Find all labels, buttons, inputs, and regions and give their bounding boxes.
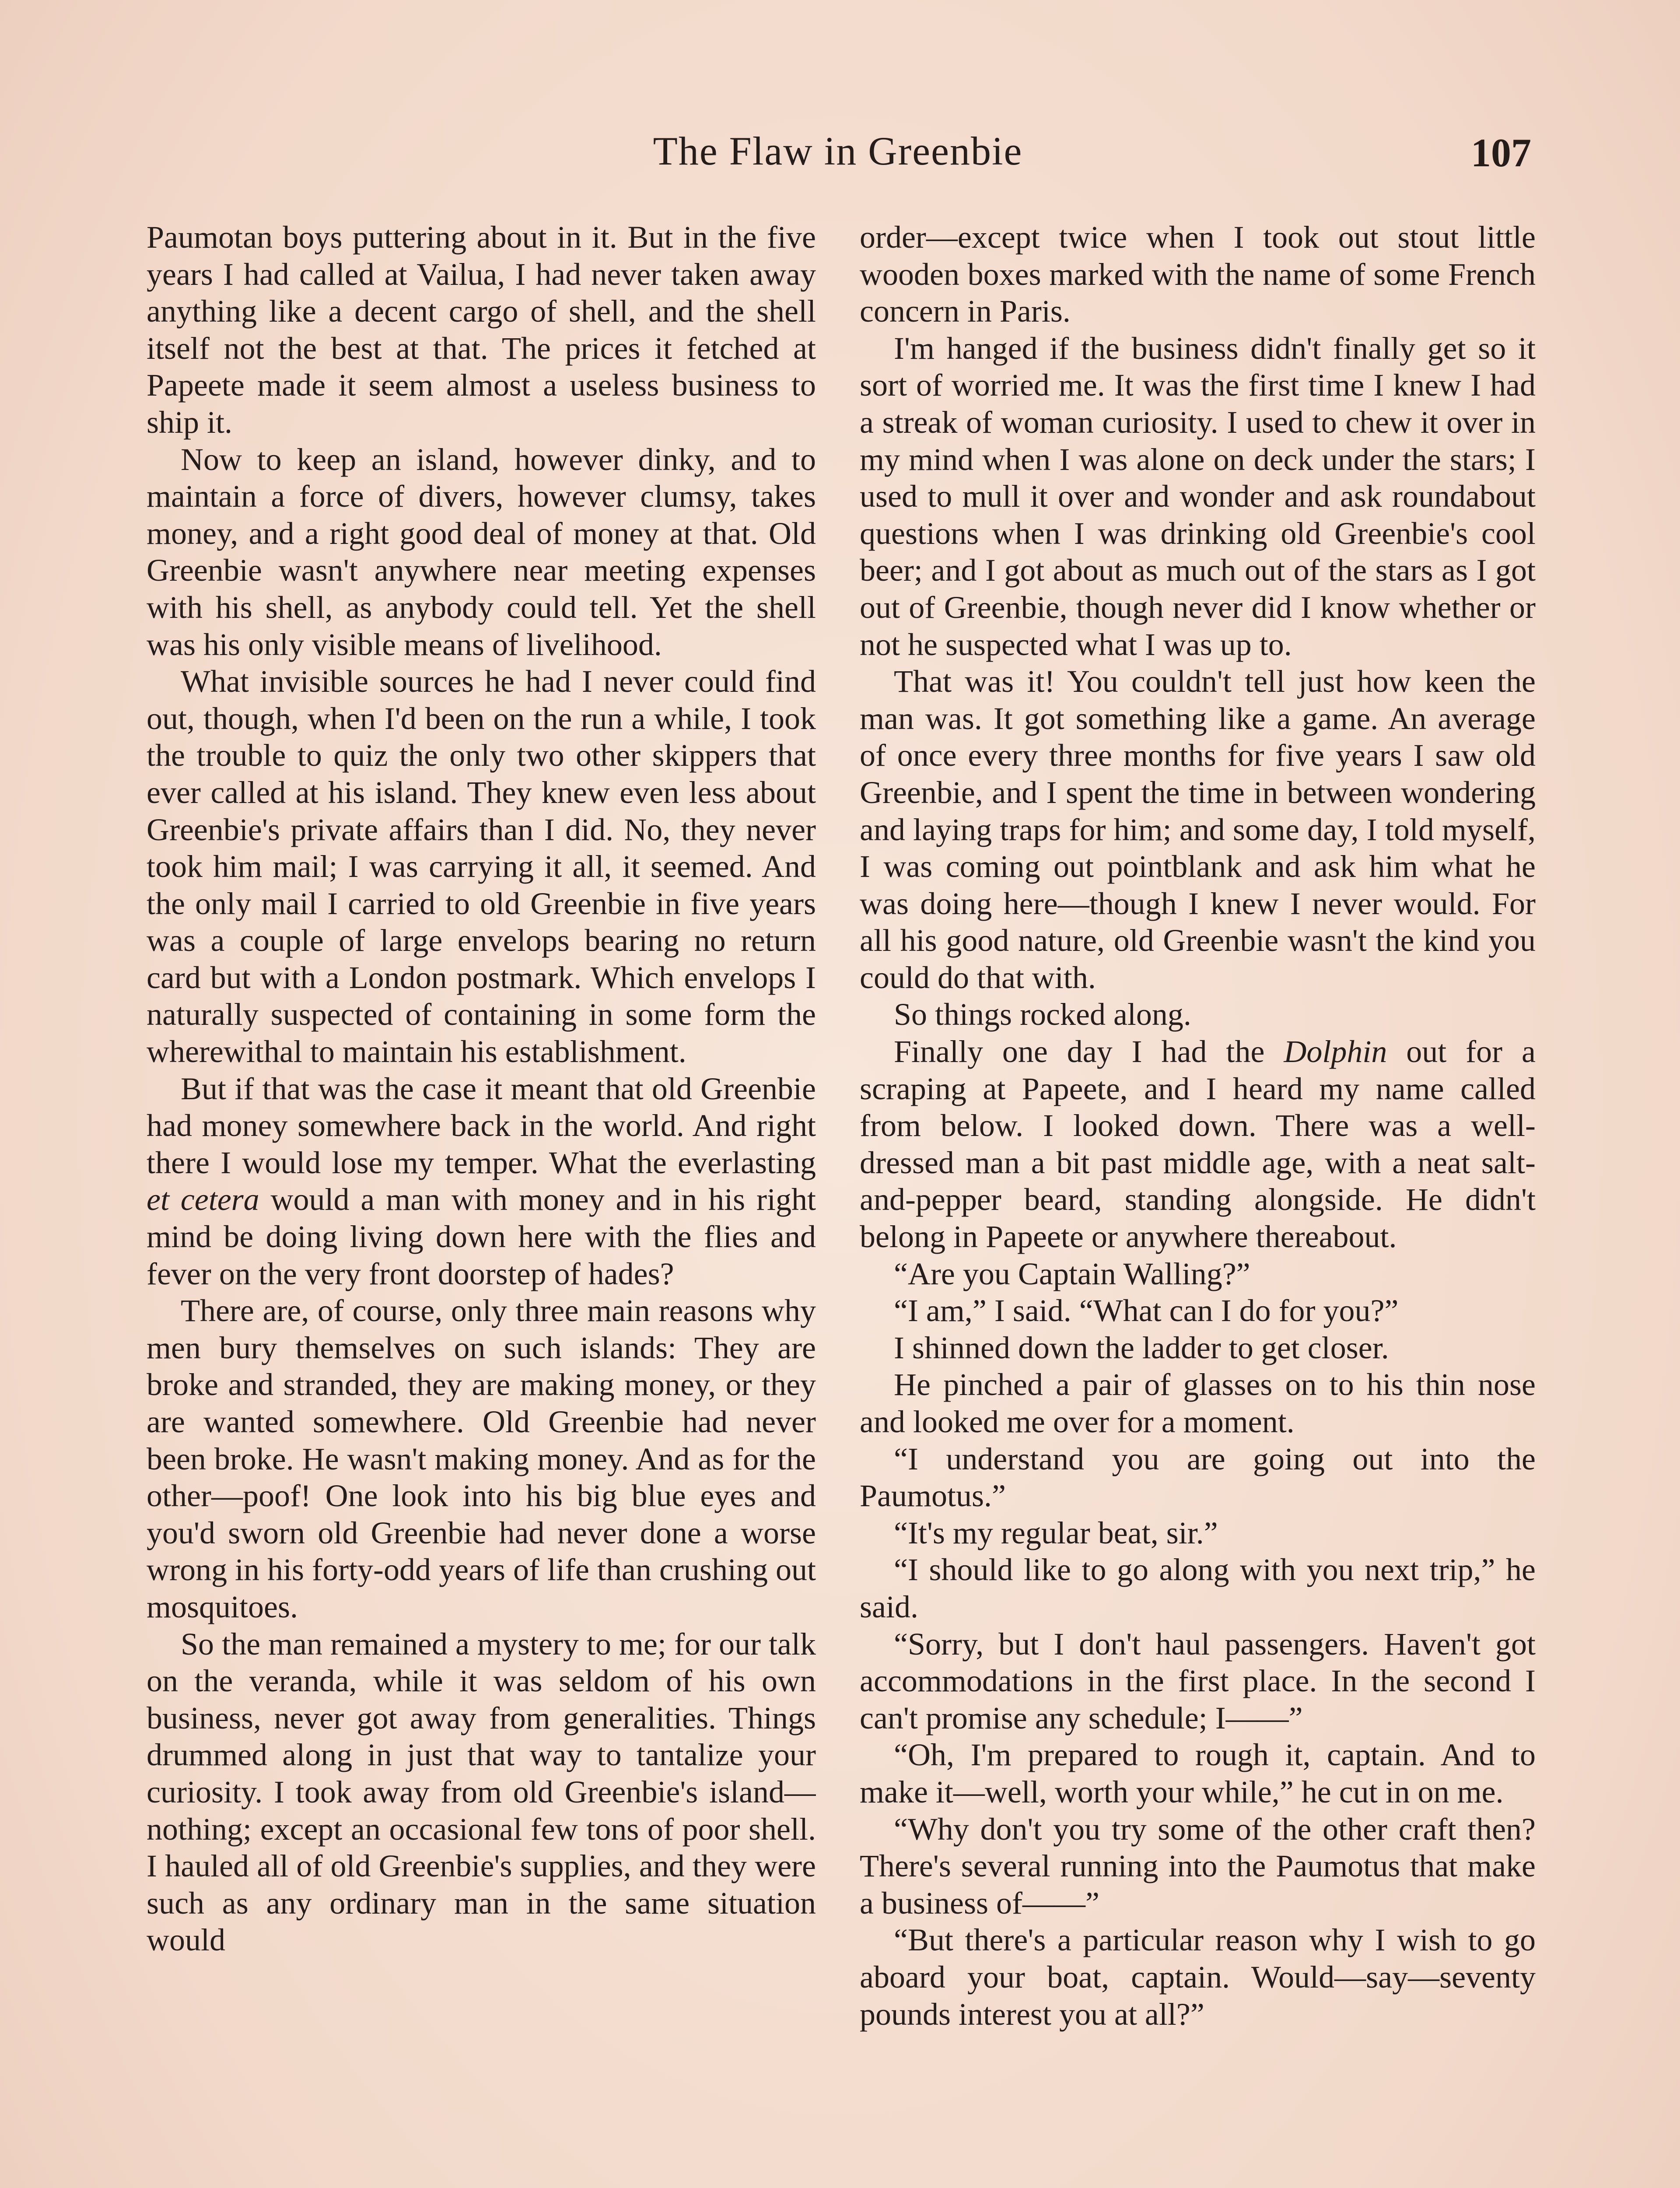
paragraph: So things rocked along. — [894, 997, 1191, 1032]
paragraph: “Why don't you try some of the other craft then? There's several running into the Paumotus that make a business of——” — [860, 1811, 1536, 1921]
paragraph: “I am,” I said. “What can I do for you?” — [894, 1293, 1399, 1329]
paragraph — [860, 1033, 1536, 1255]
paragraph: “But there's a particular reason why I wish to go aboard your boat, captain. Would—say—seventy pounds interest you at all?” — [860, 1922, 1536, 2032]
paragraph: I shinned down the ladder to get closer. — [894, 1330, 1389, 1365]
paragraph: I'm hanged if the business didn't finally get so it sort of worried me. It was the first time I knew I had a streak of woman curiosity. I used to chew it over in my mind when I was alone on deck under the stars; I used to mull it over and wonder and ask roundabout questions when I was drinking old Greenbie's cool beer; and I got about as much out of the stars as I got out of Greenbie, though never did I know whether or not he suspected what I was up to. — [860, 330, 1536, 662]
paragraph — [147, 1070, 816, 1293]
paragraph-text: would a man with money and in his right mind be doing living down here with the flies and fever on the very front doorstep of hades? — [147, 1182, 816, 1291]
paragraph: What invisible sources he had I never could find out, though, when I'd been on the run a while, I took the trouble to quiz the only two other skippers that ever called at his island. They knew even less about Greenbie's private affairs than I did. No, they never took him mail; I was carrying it all, it seemed. And the only mail I carried to old Greenbie in five years was a couple of large envelops bearing no return card but with a London postmark. Which envelops I naturally suspected of containing in some form the wherewithal to maintain his establishment. — [147, 664, 816, 1069]
paragraph: order—except twice when I took out stout little wooden boxes marked with the name of some French concern in Paris. — [860, 220, 1536, 329]
paragraph: There are, of course, only three main reasons why men bury themselves on such islands: They are broke and stranded, they are making money, or they are wanted somewhere. Old Greenbie had never been broke. He wasn't making money. And as for the other—poof! One look into his big blue eyes and you'd sworn old Greenbie had never done a worse wrong in his forty-odd years of life than crushing out mosquitoes. — [147, 1293, 816, 1624]
paragraph: Paumotan boys puttering about in it. But in the five years I had called at Vailua, I had never taken away anything like a decent cargo of shell, and the shell itself not the best at that. The prices it fetched at Papeete made it seem almost a useless business to ship it. — [147, 220, 816, 440]
paragraph: “I should like to go along with you next trip,” he said. — [860, 1552, 1536, 1624]
paragraph: That was it! You couldn't tell just how keen the man was. It got something like a game. An average of once every three months for five years I saw old Greenbie, and I spent the time in between wondering and laying traps for him; and some day, I told myself, I was coming out pointblank and ask him what he was doing here—though I knew I never would. For all his good nature, old Greenbie wasn't the kind you could do that with. — [860, 664, 1536, 995]
paragraph: “It's my regular beat, sir.” — [894, 1515, 1218, 1550]
page-number: 107 — [1471, 130, 1531, 175]
paragraph: He pinched a pair of glasses on to his thin nose and looked me over for a moment. — [860, 1367, 1536, 1439]
left-column — [147, 219, 816, 2188]
paragraph: “I understand you are going out into the Paumotus.” — [860, 1441, 1536, 1514]
paragraph: “Sorry, but I don't haul passengers. Haven't got accommodations in the first place. In the second I can't promise any schedule; I——” — [860, 1626, 1536, 1736]
paragraph: So the man remained a mystery to me; for our talk on the veranda, while it was seldom of his own business, never got away from generalities. Things drummed along in just that way to tantalize your curiosity. I took away from old Greenbie's island—nothing; except an occasional few tons of poor shell. I hauled all of old Greenbie's supplies, and they were such as any ordinary man in the same situation would — [147, 1626, 816, 1958]
paragraph-text: But if that was the case it meant that old Greenbie had money somewhere back in the world. And right there I would lose my temper. What the everlasting — [147, 1071, 816, 1180]
paragraph-text: Finally one day I had the — [894, 1034, 1265, 1069]
paragraph: “Oh, I'm prepared to rough it, captain. And to make it—well, worth your while,” he cut in on me. — [860, 1737, 1536, 1809]
paragraph: Now to keep an island, however dinky, and to maintain a force of divers, however clumsy, takes money, and a right good deal of money at that. Old Greenbie wasn't anywhere near meeting expenses with his shell, as anybody could tell. Yet the shell was his only visible means of livelihood. — [147, 442, 816, 662]
right-column — [860, 219, 1536, 2188]
boat-name: Dolphin — [1284, 1034, 1387, 1069]
page-header — [144, 128, 1531, 189]
paragraph: “Are you Captain Walling?” — [894, 1256, 1250, 1291]
italic-phrase: et cetera — [147, 1182, 259, 1217]
running-title: The Flaw in Greenbie — [653, 129, 1023, 173]
paragraph-text: out for a scraping at Papeete, and I heard my name called from below. I looked down. There was a well-dressed man a bit past middle age, with a neat salt-and-pepper beard, standing alongside. He didn't belong in Papeete or anywhere thereabout. — [860, 1034, 1536, 1255]
